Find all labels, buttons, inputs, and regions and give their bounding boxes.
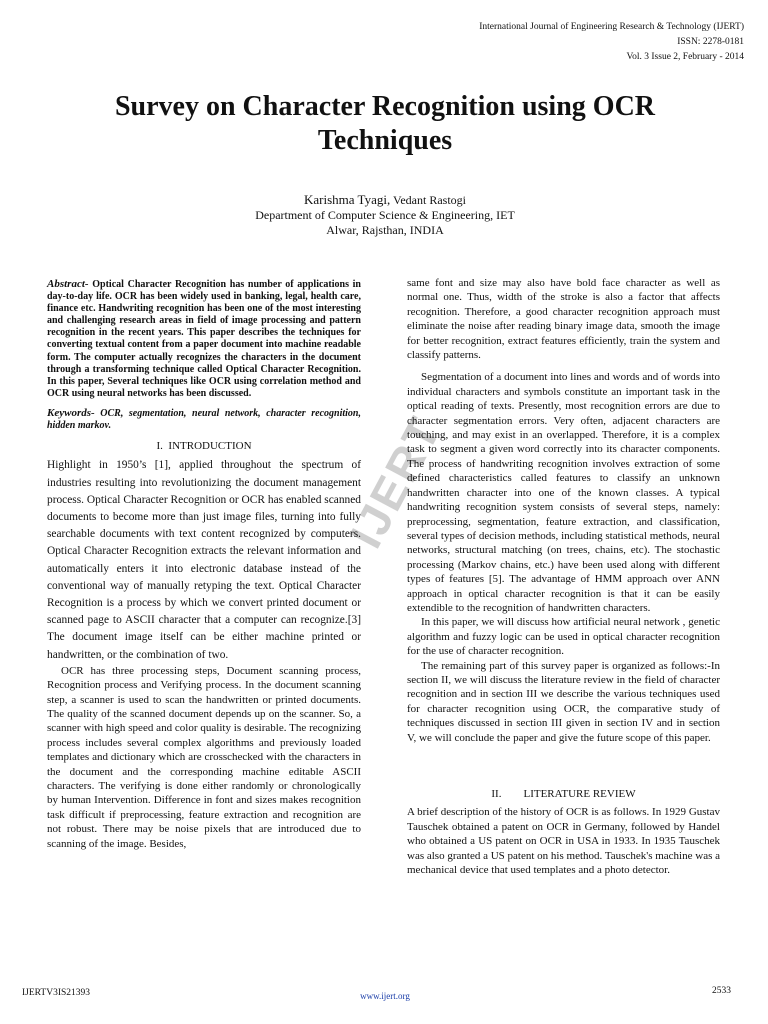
keywords-text: OCR, segmentation, neural network, character recognition, hidden markov. bbox=[47, 407, 361, 432]
keywords bbox=[47, 407, 361, 433]
right-column bbox=[407, 276, 720, 877]
section-heading-introduction: I. INTRODUCTION bbox=[156, 439, 252, 452]
right-paragraph-3: In this paper, we will discuss how artificial neural network , genetic algorithm and fuzzy logic can be used in optical character recognition for the use of character recognition. bbox=[407, 616, 720, 658]
right-paragraph-1: same font and size may also have bold face character as well as normal one. Thus, width of the stroke is also a factor that affects recognition. Therefore, a good character recognition approach must eliminate the noise after reading binary image data, smooth the image for better recognition, extract features efficiently, train the system and classify patterns. bbox=[407, 277, 720, 362]
journal-issn: ISSN: 2278-0181 bbox=[677, 37, 744, 47]
journal-volume: Vol. 3 Issue 2, February - 2014 bbox=[626, 52, 744, 62]
abstract bbox=[47, 278, 361, 400]
abstract-label: Abstract- bbox=[47, 278, 89, 290]
section-heading-literature-review: II. LITERATURE REVIEW bbox=[491, 788, 636, 800]
paper-title: Survey on Character Recognition using OCR Techniques bbox=[114, 91, 656, 156]
author-second: Vedant Rastogi bbox=[390, 193, 466, 207]
right-paragraph-2: Segmentation of a document into lines and words and of words into individual characters and symbols constitute an important task in the optical reading of texts. Presently, most recognition errors are due to character segmentation errors. Very often, adjacent characters are touching, and may exist in an overlapped. Therefore, it is a complex task to segment a given word correctly into its character components. The process of handwriting recognition involves extraction of some defined characteristics called features to classify an unknown handwritten character into one of the known classes. A typical handwriting recognition system consists of several steps, namely: preprocessing, segmentation, feature extraction, and classification, several types of decision methods, including statistical methods, neural networks, structural matching (on trees, chains, etc). The stochastic processing (Markov chains, etc.) have been used along with different types of features [5]. The advantage of HMM approach over ANN approach in optical character recognition is that it can be easily extendible to the recognition of handwritten characters. bbox=[407, 371, 720, 614]
footer-url-link[interactable]: www.ijert.org bbox=[360, 991, 410, 1001]
affiliation-line2: Alwar, Rajsthan, INDIA bbox=[326, 223, 444, 237]
journal-header bbox=[479, 20, 744, 65]
abstract-text: Optical Character Recognition has number of applications in day-to-day life. OCR has been widely used in banking, legal, health care, finance etc. Handwriting recognition has been one of the most interesting and challenging research areas in field of image processing and pattern recognition in the recent years. This paper describes the techniques for converting textual content from a paper document into machine readable form. The computer actually recognizes the characters in the document through a transforming technique called Optical Character Recognition. In this paper, Several techniques like OCR using correlation method and OCR using neural networks has been discussed. bbox=[47, 279, 361, 399]
affiliation-line1: Department of Computer Science & Engineering, IET bbox=[255, 208, 515, 222]
author-main: Karishma Tyagi, bbox=[303, 192, 391, 207]
keywords-label: Keywords- bbox=[47, 406, 95, 419]
journal-name: International Journal of Engineering Research & Technology (IJERT) bbox=[479, 22, 744, 32]
intro-paragraph-1: Highlight in 1950’s [1], applied throughout the spectrum of industries resulting into revolutionizing the document management process. Optical Character Recognition or OCR has enabled scanned documents to become more than just image files, turning into fully searchable documents with text content recognized by computers. Optical Character Recognition extracts the relevant information and automatically enters it into electronic database instead of the conventional way of manually retyping the text. Optical Character Recognition is a process by which we convert printed document or scanned page to ASCII character that a computer can recognize.[3] The document image itself can be either machine printed or handwritten, or the combination of two. bbox=[47, 459, 361, 661]
author-block bbox=[60, 192, 710, 238]
footer-page-number: 2533 bbox=[712, 986, 731, 996]
left-column bbox=[47, 278, 361, 851]
watermark: IJERT bbox=[339, 407, 452, 557]
footer-paper-id: IJERTV3IS21393 bbox=[22, 988, 91, 998]
literature-paragraph-1: A brief description of the history of OCR is as follows. In 1929 Gustav Tauschek obtained a patent on OCR in Germany, followed by Handel who obtained a US patent on OCR in USA in 1933. In 1935 Tauschek was also granted a US patent on his method. Tauschek's machine was a mechanical device that used templates and a photo detector. bbox=[407, 806, 720, 877]
right-paragraph-4: The remaining part of this survey paper is organized as follows:-In section II, we will discuss the literature review in the field of character recognition and in section III we describe the various techniques used for character recognition using OCR, the comparative study of techniques discussed in section III given in section IV and in section V, we will conclude the paper and give the future scope of this paper. bbox=[407, 659, 720, 744]
intro-paragraph-2: OCR has three processing steps, Document scanning process, Recognition process and Verifying process. In the document scanning step, a scanner is used to scan the handwritten or printed documents. The quality of the scanned document depends up on the scanner. So, a scanner with high speed and color quality is desirable. The recognizing process includes several complex algorithms and previously loaded templates and dictionary which are crosschecked with the characters in the document and the corresponding machine editable ASCII characters. The verifying is done either randomly or chronologically by human Intervention. Difference in font and sizes makes recognition task difficult if preprocessing, feature extraction and recognition are not robust. There may be noise pixels that are introduced due to scanning of the image. Besides, bbox=[47, 664, 361, 850]
